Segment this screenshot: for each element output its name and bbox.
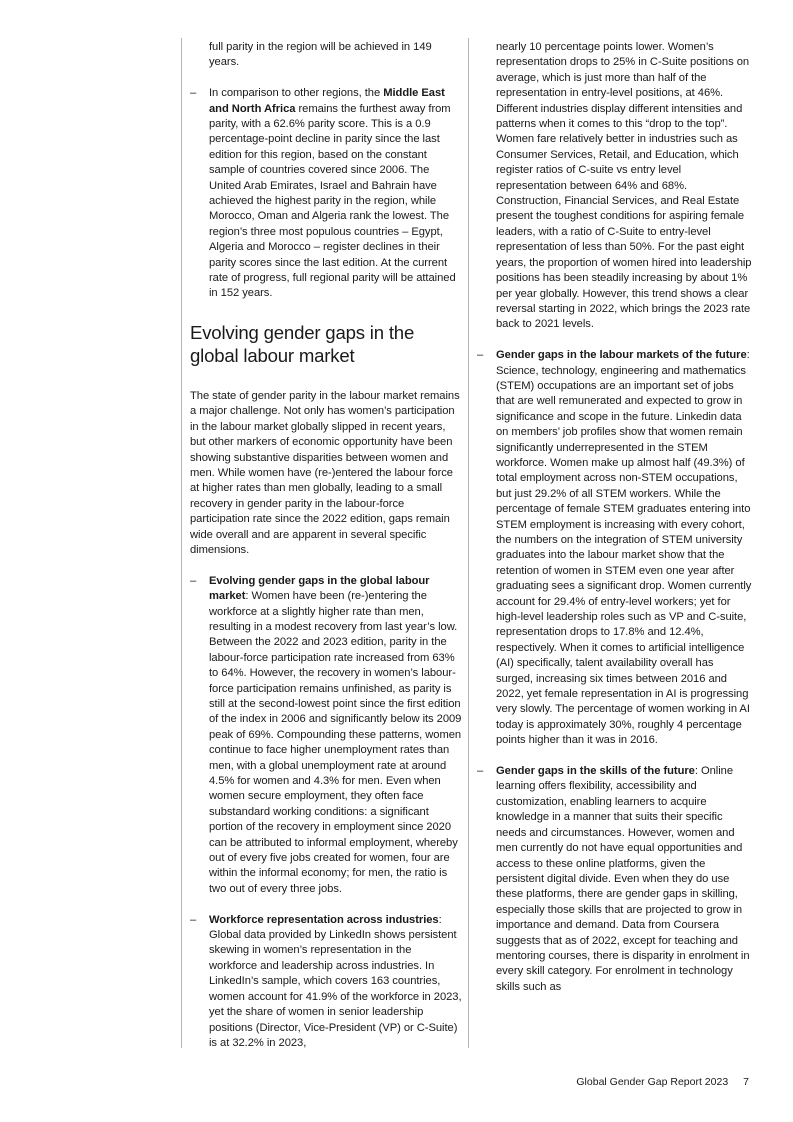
- continued-paragraph: full parity in the region will be achieved in 149 years.: [209, 41, 432, 69]
- continued-paragraph: nearly 10 percentage points lower. Women’s representation drops to 25% in C-Suite positions on average, which is just more than half of the representation in entry-level positions, at 46%. Different industries display different intensities and patterns when it comes to this “drop to the top”. Women fare relatively better in industries such as Consumer Services, Retail, and Education, which register ratios of C-suite vs entry level representation between 64% and 68%. Construction, Financial Services, and Real Estate present the toughest conditions for aspiring female leaders, with a ratio of C-Suite to entry-level representation of less than 50%. For the past eight years, the proportion of women hired into leadership positions has been steadily increasing by about 1% per year globally. However, this trend shows a clear reversal starting in 2022, which brings the 2023 rate back to 2021 levels.: [496, 41, 752, 331]
- bullet-title: Evolving gender gaps in the global labour market: [209, 574, 430, 603]
- report-title: Global Gender Gap Report 2023: [576, 1076, 729, 1088]
- region-list: [190, 86, 462, 302]
- left-column: [190, 40, 462, 1051]
- list-item-mena: – In comparison to other regions, the Middle East and North Africa remains the furthest away from parity, with a 62.6% parity score. This is a 0.9 percentage-point decline in parity since the last edition for this region, based on the constant sample of countries covered since 2006. The United Arab Emirates, Israel and Bahrain have achieved the highest parity in the region, while Morocco, Oman and Algeria rank the lowest. The region’s three most populous countries – Egypt, Algeria and Morocco – register declines in their parity scores since the last edition. At the current rate of progress, full regional parity will be attained in 152 years.: [190, 87, 456, 300]
- section-heading: Evolving gender gaps in the global labour market: [190, 321, 415, 366]
- dash-bullet: –: [477, 765, 484, 778]
- right-column: [477, 40, 753, 995]
- left-column-rule: [181, 38, 182, 1048]
- labour-bullet-list: [190, 574, 462, 1052]
- right-column-rule: [468, 38, 469, 1048]
- bullet-title: Gender gaps in the skills of the future: [496, 765, 695, 778]
- list-item: – Gender gaps in the skills of the future: Online learning offers flexibility, accessibility and customization, enabling learners to acquire knowledge in a manner that suits their specific needs and circumstances. However, women and men currently do not have equal opportunities and access to these online platforms, given the persistent digital divide. Even when they do use these platforms, there are gender gaps in skilling, especially those skills that are projected to grow in importance and demand. Data from Coursera suggests that as of 2022, except for teaching and mentoring courses, there is disparity in enrolment in every skill category. For enrolment in technology skills such as: [477, 765, 750, 993]
- page-number: 7: [743, 1076, 749, 1088]
- list-item: – Gender gaps in the labour markets of the future: Science, technology, engineering and mathematics (STEM) occupations are an important set of jobs that are well remunerated and expected to grow in significance and scope in the future. Linkedin data on members’ job profiles show that women remain significantly underrepresented in the STEM workforce. Women make up almost half (49.3%) of total employment across non-STEM occupations, but just 29.2% of all STEM workers. While the percentage of female STEM graduates entering into STEM employment is increasing with every cohort, the numbers on the integration of STEM university graduates into the labour market show that the retention of women in STEM even one year after graduating sees a significant drop. Women currently account for 29.4% of entry-level workers; yet for high-level leadership roles such as VP and C-suite, representation drops to 17.8% and 12.4%, respectively. When it comes to artificial intelligence (AI) specifically, talent availability overall has surged, increasing six times between 2016 and 2022, yet female representation in AI is progressing very slowly. The percentage of women working in AI today is approximately 30%, roughly 4 percentage points higher than it was in 2016.: [477, 349, 752, 747]
- dash-bullet: –: [190, 913, 197, 926]
- body-paragraph: The state of gender parity in the labour market remains a major challenge. Not only has women’s participation in the labour market globally slipped in recent years, but other markers of economic opportunity have been showing substantive disparities between women and men. While women have (re-)entered the labour force at higher rates than men globally, leading to a small recovery in gender parity in the labour-force participation rate since the 2022 edition, gaps remain wide overall and are apparent in several specific dimensions.: [190, 389, 460, 556]
- dash-bullet: –: [477, 349, 484, 362]
- page-footer: [576, 1076, 749, 1088]
- bullet-title: Workforce representation across industries: [209, 913, 439, 926]
- list-item: – Workforce representation across industries: Global data provided by LinkedIn shows persistent skewing in women’s representation in the workforce and leadership across industries. In LinkedIn’s sample, which covers 163 countries, women account for 41.9% of the workforce in 2023, yet the share of women in senior leadership positions (Director, Vice-President (VP) or C-Suite) is at 32.2% in 2023,: [190, 913, 462, 1049]
- bullet-title: Gender gaps in the labour markets of the future: [496, 349, 747, 362]
- future-bullet-list: [477, 348, 753, 995]
- list-item: – Evolving gender gaps in the global labour market: Women have been (re-)entering the workforce at a slightly higher rate than men, resulting in a modest recovery from last year’s low. Between the 2022 and 2023 edition, parity in the labour-force participation rate increased from 63% to 64%. However, the recovery in women’s labour-force participation remains unfinished, as parity is still at the second-lowest point since the first edition of the index in 2006 and significantly below its 2009 peak of 69%. Compounding these patterns, women continue to face higher unemployment rates than men, with a global unemployment rate at around 4.5% for women and 4.3% for men. Even when women secure employment, they often face substandard working conditions: a significant portion of the recovery in employment since 2020 can be attributed to informal employment, whereby out of every five jobs created for women, four are within the informal economy; for men, the ratio is two out of every three jobs.: [190, 574, 462, 895]
- dash-bullet: –: [190, 87, 197, 100]
- dash-bullet: –: [190, 574, 197, 587]
- region-name: Middle East and North Africa: [209, 87, 445, 115]
